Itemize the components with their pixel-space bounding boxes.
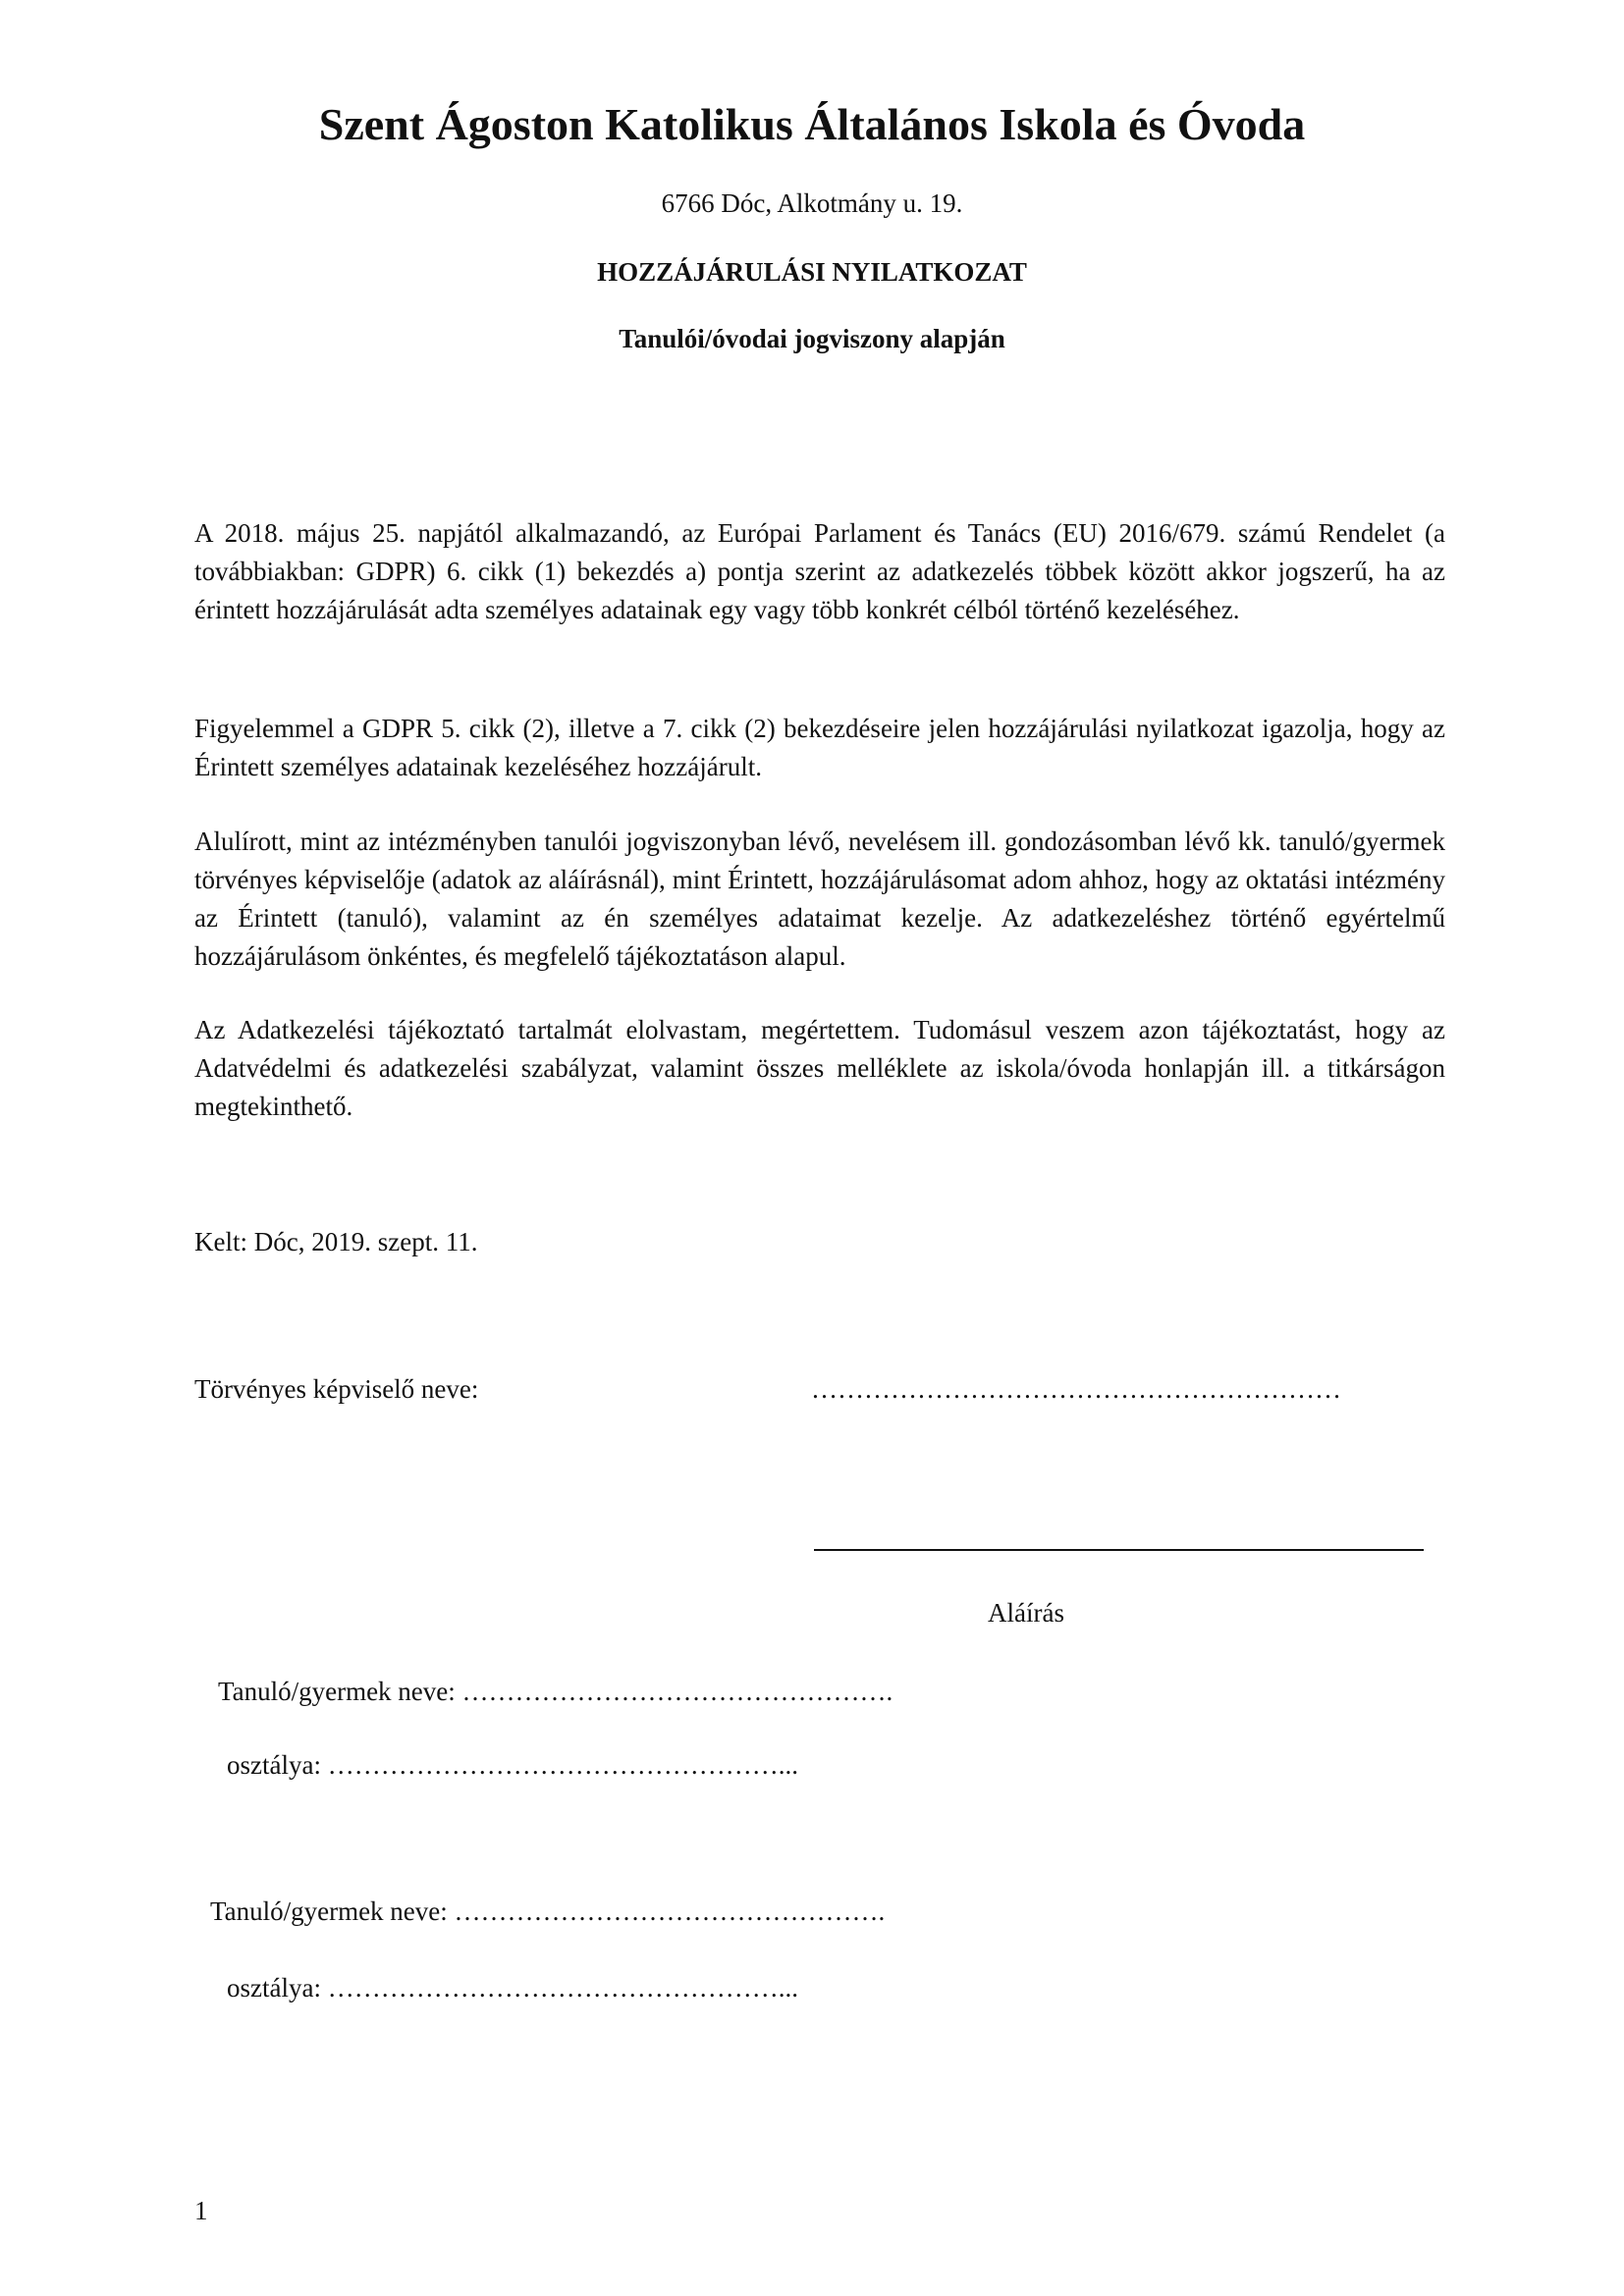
child-1-class-field: osztálya: ……………………………………………... — [227, 1750, 798, 1780]
signature-line — [814, 1549, 1424, 1551]
paragraph-gdpr-legal-basis: A 2018. május 25. napjától alkalmazandó, az Európai Parlament és Tanács (EU) 2016/679. számú Rendelet (a továbbiakban: GDPR) 6. cikk (1) bekezdés a) pontja szerint az adatkezelés többek között akkor jogszerű, ha az érintett hozzájárulását adta személyes adatainak egy vagy több konkrét célból történő kezeléséhez. — [194, 518, 1445, 624]
date-line: Kelt: Dóc, 2019. szept. 11. — [194, 1227, 478, 1256]
child-2-name-field: Tanuló/gyermek neve: …………………………………………. — [210, 1896, 886, 1926]
representative-name-field: …………………………………………………… — [811, 1374, 1341, 1404]
school-name: Szent Ágoston Katolikus Általános Iskola és Óvoda — [318, 99, 1306, 149]
document-subtitle: Tanulói/óvodai jogviszony alapján — [619, 324, 1005, 353]
paragraph-consent-proof: Figyelemmel a GDPR 5. cikk (2), illetve a 7. cikk (2) bekezdéseire jelen hozzájárulási nyilatkozat igazolja, hogy az Érintett személyes adatainak kezeléséhez hozzájárult. — [194, 714, 1445, 781]
document-title: HOZZÁJÁRULÁSI NYILATKOZAT — [597, 257, 1027, 287]
school-address: 6766 Dóc, Alkotmány u. 19. — [661, 188, 963, 218]
representative-name-label: Törvényes képviselő neve: — [194, 1374, 479, 1404]
signature-label: Aláírás — [988, 1598, 1064, 1628]
child-2-class-field: osztálya: ……………………………………………... — [227, 1973, 798, 2002]
page-number: 1 — [194, 2196, 208, 2225]
child-1-name-field: Tanuló/gyermek neve: …………………………………………. — [218, 1677, 893, 1706]
paragraph-consent-statement: Alulírott, mint az intézményben tanulói jogviszonyban lévő, nevelésem ill. gondozásomban lévő kk. tanuló/gyermek törvényes képviselője (adatok az aláírásnál), mint Érintett, hozzájárulásomat adom ahhoz, hogy az oktatási intézmény az Érintett (tanuló), valamint az én személyes adataimat kezelje. Az adatkezeléshez történő egyértelmű hozzájárulásom önkéntes, és megfelelő tájékoztatáson alapul. — [194, 827, 1445, 971]
paragraph-privacy-notice: Az Adatkezelési tájékoztató tartalmát elolvastam, megértettem. Tudomásul veszem azon tájékoztatást, hogy az Adatvédelmi és adatkezelési szabályzat, valamint összes melléklete az iskola/óvoda honlapján ill. a titkárságon megtekinthető. — [194, 1015, 1445, 1121]
